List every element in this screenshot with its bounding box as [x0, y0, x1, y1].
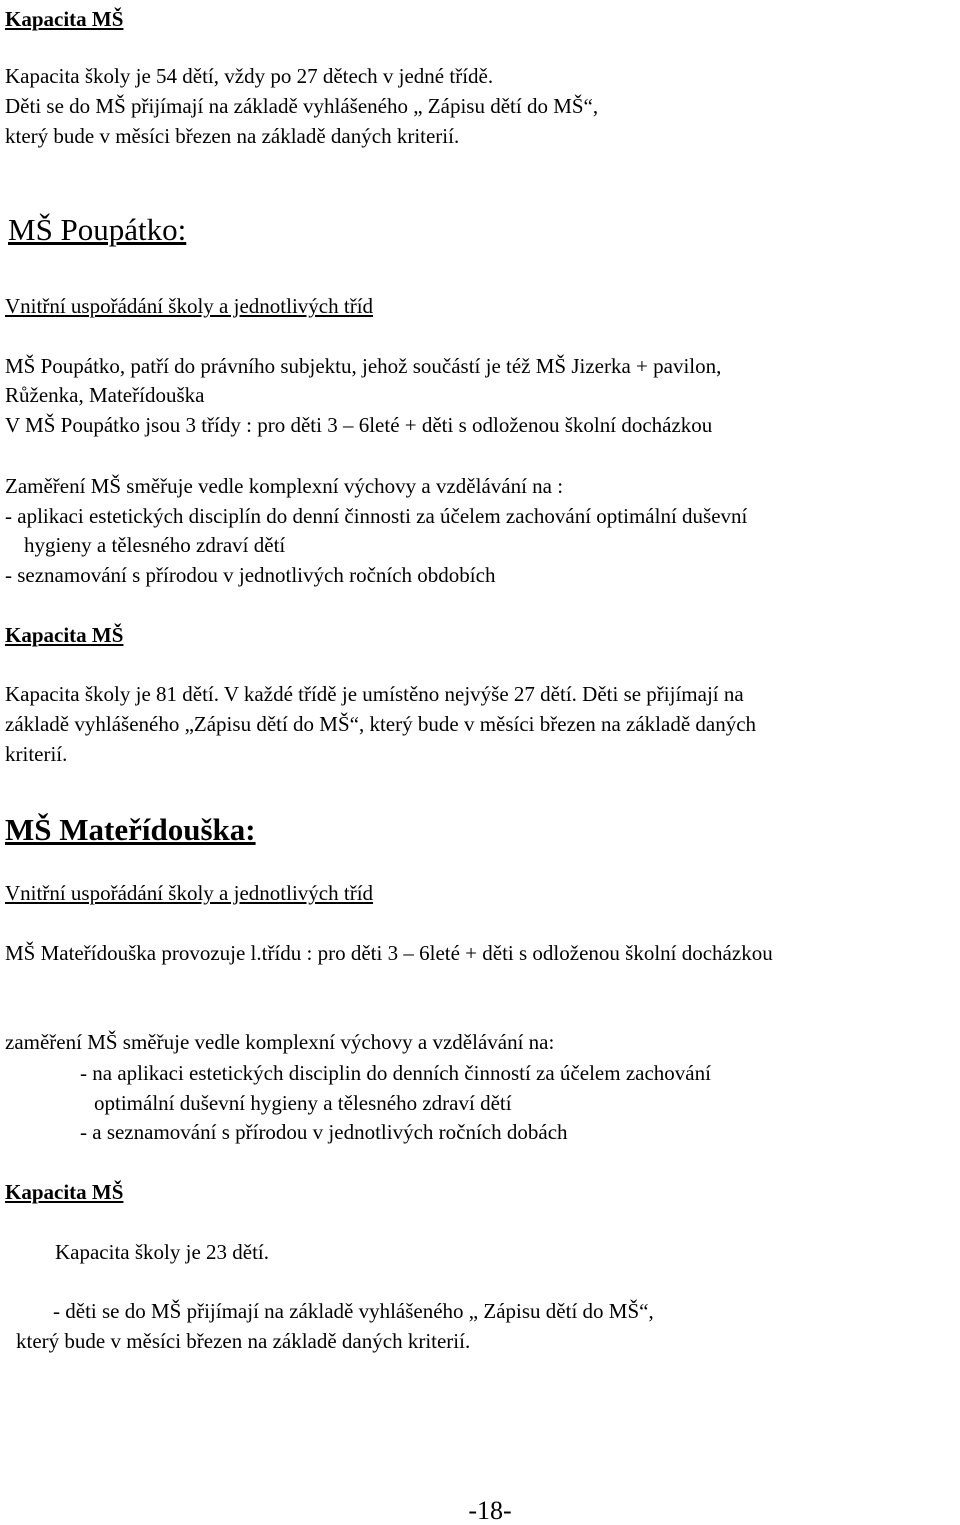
- materidouska-org-line: MŠ Mateřídouška provozuje l.třídu : pro děti 3 – 6leté + děti s odloženou školní docházkou: [5, 941, 773, 965]
- materidouska-title: MŠ Mateřídouška:: [5, 812, 256, 847]
- materidouska-focus-line: optimální duševní hygieny a tělesného zdraví dětí: [94, 1091, 512, 1115]
- poupatko-org-line: V MŠ Poupátko jsou 3 třídy : pro děti 3 – 6leté + děti s odloženou školní docházkou: [5, 413, 713, 437]
- capacity-heading-2: Kapacita MŠ: [5, 623, 124, 647]
- poupatko-title: MŠ Poupátko:: [8, 212, 187, 247]
- poupatko-subheading: Vnitřní uspořádání školy a jednotlivých tříd: [5, 294, 374, 318]
- capacity-heading-1: Kapacita MŠ: [5, 7, 124, 31]
- materidouska-focus-line: zaměření MŠ směřuje vedle komplexní výchovy a vzdělávání na:: [5, 1030, 555, 1054]
- page-number: -18-: [468, 1496, 512, 1525]
- poupatko-focus-line: Zaměření MŠ směřuje vedle komplexní výchovy a vzdělávání na :: [5, 474, 564, 498]
- materidouska-focus-line: - a seznamování s přírodou v jednotlivých ročních dobách: [80, 1120, 568, 1144]
- materidouska-focus-line: - na aplikaci estetických disciplin do denních činností za účelem zachování: [80, 1061, 711, 1085]
- poupatko-focus-line: - aplikaci estetických disciplín do denní činnosti za účelem zachování optimální duševní: [5, 504, 748, 528]
- poupatko-org-line: MŠ Poupátko, patří do právního subjektu, jehož součástí je též MŠ Jizerka + pavilon,: [5, 354, 722, 378]
- capacity-line: který bude v měsíci březen na základě daných kriterií.: [5, 124, 460, 148]
- capacity-heading-3: Kapacita MŠ: [5, 1180, 124, 1204]
- poupatko-capacity-line: Kapacita školy je 81 dětí. V každé třídě je umístěno nejvýše 27 dětí. Děti se přijímají na: [5, 682, 744, 706]
- capacity-line: Kapacita školy je 54 dětí, vždy po 27 dětech v jedné třídě.: [5, 64, 494, 88]
- poupatko-focus-line: hygieny a tělesného zdraví dětí: [24, 533, 286, 557]
- poupatko-focus-line: - seznamování s přírodou v jednotlivých ročních obdobích: [5, 563, 496, 587]
- poupatko-capacity-line: základě vyhlášeného „Zápisu dětí do MŠ“, který bude v měsíci březen na základě daných: [5, 712, 757, 736]
- capacity-line: Děti se do MŠ přijímají na základě vyhlášeného „ Zápisu dětí do MŠ“,: [5, 94, 599, 118]
- materidouska-capacity-line: Kapacita školy je 23 dětí.: [55, 1240, 270, 1264]
- materidouska-admission-line: - děti se do MŠ přijímají na základě vyhlášeného „ Zápisu dětí do MŠ“,: [53, 1299, 654, 1323]
- poupatko-capacity-line: kriterií.: [5, 742, 68, 766]
- poupatko-org-line: Růženka, Mateřídouška: [5, 383, 205, 407]
- materidouska-subheading: Vnitřní uspořádání školy a jednotlivých tříd: [5, 881, 374, 905]
- materidouska-admission-line: který bude v měsíci březen na základě daných kriterií.: [16, 1329, 471, 1353]
